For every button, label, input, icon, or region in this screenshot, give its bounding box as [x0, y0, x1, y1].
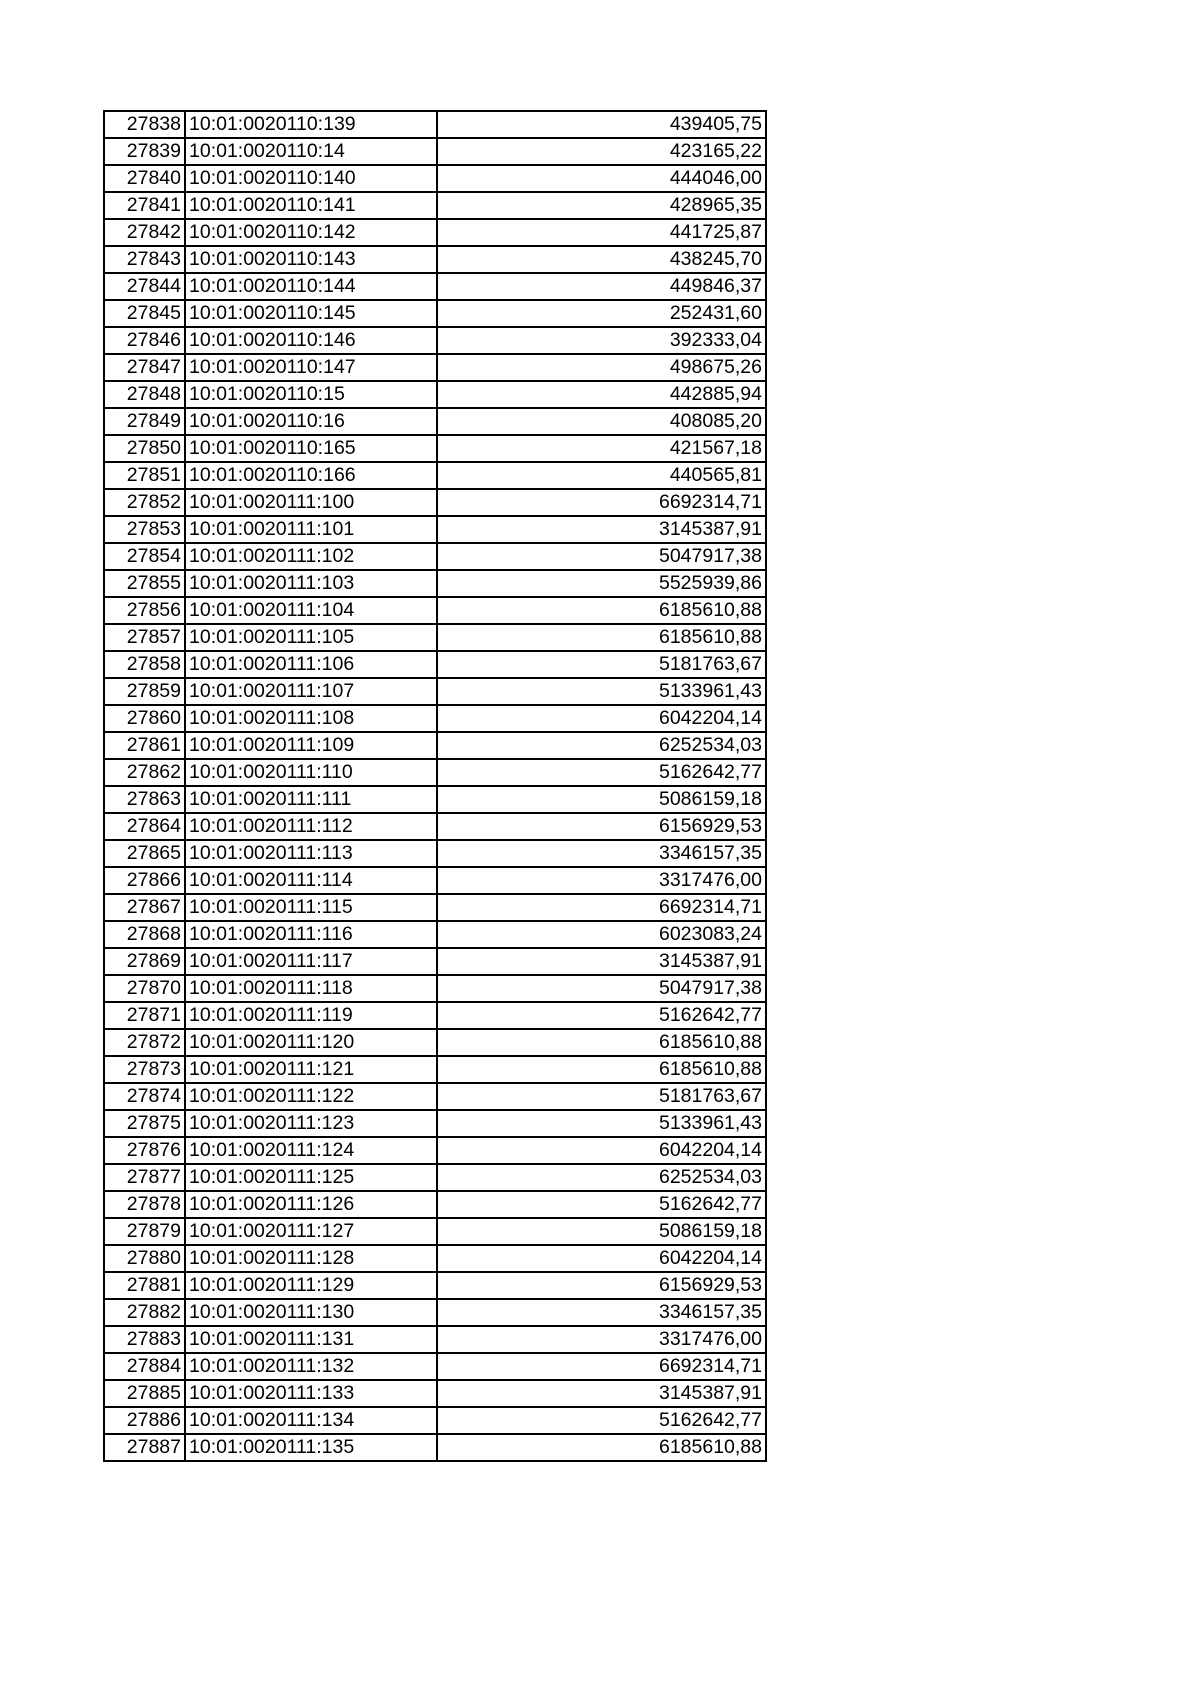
table-row	[104, 273, 766, 300]
value-cell: 3145387,91	[437, 516, 766, 543]
row-id-cell: 27856	[104, 597, 185, 624]
row-id-cell: 27886	[104, 1407, 185, 1434]
value-cell: 438245,70	[437, 246, 766, 273]
value-cell: 6692314,71	[437, 489, 766, 516]
cadastral-number-cell: 10:01:0020111:119	[185, 1002, 437, 1029]
table-row	[104, 462, 766, 489]
row-id-cell: 27855	[104, 570, 185, 597]
value-cell: 5133961,43	[437, 678, 766, 705]
table-row	[104, 705, 766, 732]
row-id-cell: 27877	[104, 1164, 185, 1191]
value-cell: 408085,20	[437, 408, 766, 435]
table-row	[104, 381, 766, 408]
value-cell: 5162642,77	[437, 1407, 766, 1434]
row-id-cell: 27844	[104, 273, 185, 300]
row-id-cell: 27881	[104, 1272, 185, 1299]
row-id-cell: 27849	[104, 408, 185, 435]
table-row	[104, 1272, 766, 1299]
row-id-cell: 27887	[104, 1434, 185, 1461]
cadastral-number-cell: 10:01:0020110:141	[185, 192, 437, 219]
cadastral-number-cell: 10:01:0020111:124	[185, 1137, 437, 1164]
table-row	[104, 570, 766, 597]
table-row	[104, 840, 766, 867]
cadastral-number-cell: 10:01:0020110:146	[185, 327, 437, 354]
table-row	[104, 138, 766, 165]
row-id-cell: 27868	[104, 921, 185, 948]
table-row	[104, 1245, 766, 1272]
row-id-cell: 27885	[104, 1380, 185, 1407]
cadastral-number-cell: 10:01:0020111:120	[185, 1029, 437, 1056]
cadastral-number-cell: 10:01:0020111:104	[185, 597, 437, 624]
row-id-cell: 27863	[104, 786, 185, 813]
value-cell: 6692314,71	[437, 894, 766, 921]
table-row	[104, 111, 766, 138]
row-id-cell: 27865	[104, 840, 185, 867]
value-cell: 444046,00	[437, 165, 766, 192]
cadastral-number-cell: 10:01:0020111:127	[185, 1218, 437, 1245]
cadastral-number-cell: 10:01:0020110:143	[185, 246, 437, 273]
value-cell: 392333,04	[437, 327, 766, 354]
cadastral-number-cell: 10:01:0020111:112	[185, 813, 437, 840]
row-id-cell: 27860	[104, 705, 185, 732]
cadastral-number-cell: 10:01:0020111:100	[185, 489, 437, 516]
cadastral-number-cell: 10:01:0020110:140	[185, 165, 437, 192]
table-row	[104, 1002, 766, 1029]
value-cell: 6692314,71	[437, 1353, 766, 1380]
table-row	[104, 1056, 766, 1083]
row-id-cell: 27859	[104, 678, 185, 705]
value-cell: 6185610,88	[437, 1029, 766, 1056]
row-id-cell: 27857	[104, 624, 185, 651]
data-table	[103, 110, 767, 1462]
value-cell: 441725,87	[437, 219, 766, 246]
cadastral-number-cell: 10:01:0020111:111	[185, 786, 437, 813]
row-id-cell: 27858	[104, 651, 185, 678]
cadastral-number-cell: 10:01:0020111:128	[185, 1245, 437, 1272]
row-id-cell: 27869	[104, 948, 185, 975]
table-row	[104, 1083, 766, 1110]
table-row	[104, 597, 766, 624]
table-row	[104, 1299, 766, 1326]
row-id-cell: 27879	[104, 1218, 185, 1245]
value-cell: 428965,35	[437, 192, 766, 219]
row-id-cell: 27884	[104, 1353, 185, 1380]
table-row	[104, 435, 766, 462]
row-id-cell: 27866	[104, 867, 185, 894]
row-id-cell: 27840	[104, 165, 185, 192]
value-cell: 252431,60	[437, 300, 766, 327]
table-row	[104, 1326, 766, 1353]
table-row	[104, 543, 766, 570]
row-id-cell: 27878	[104, 1191, 185, 1218]
table-row	[104, 516, 766, 543]
table-row	[104, 300, 766, 327]
table-row	[104, 975, 766, 1002]
cadastral-number-cell: 10:01:0020111:115	[185, 894, 437, 921]
cadastral-number-cell: 10:01:0020111:129	[185, 1272, 437, 1299]
row-id-cell: 27843	[104, 246, 185, 273]
row-id-cell: 27873	[104, 1056, 185, 1083]
value-cell: 6185610,88	[437, 1434, 766, 1461]
row-id-cell: 27838	[104, 111, 185, 138]
cadastral-number-cell: 10:01:0020111:134	[185, 1407, 437, 1434]
cadastral-number-cell: 10:01:0020111:125	[185, 1164, 437, 1191]
table-row	[104, 894, 766, 921]
value-cell: 3317476,00	[437, 867, 766, 894]
cadastral-number-cell: 10:01:0020111:117	[185, 948, 437, 975]
value-cell: 6252534,03	[437, 732, 766, 759]
table-row	[104, 219, 766, 246]
cadastral-number-cell: 10:01:0020111:103	[185, 570, 437, 597]
value-cell: 5047917,38	[437, 543, 766, 570]
cadastral-number-cell: 10:01:0020110:142	[185, 219, 437, 246]
value-cell: 440565,81	[437, 462, 766, 489]
table-row	[104, 732, 766, 759]
row-id-cell: 27867	[104, 894, 185, 921]
cadastral-number-cell: 10:01:0020111:131	[185, 1326, 437, 1353]
value-cell: 439405,75	[437, 111, 766, 138]
cadastral-number-cell: 10:01:0020110:165	[185, 435, 437, 462]
row-id-cell: 27842	[104, 219, 185, 246]
cadastral-number-cell: 10:01:0020111:135	[185, 1434, 437, 1461]
value-cell: 6252534,03	[437, 1164, 766, 1191]
value-cell: 6042204,14	[437, 1137, 766, 1164]
cadastral-number-cell: 10:01:0020111:106	[185, 651, 437, 678]
row-id-cell: 27847	[104, 354, 185, 381]
value-cell: 423165,22	[437, 138, 766, 165]
value-cell: 3346157,35	[437, 1299, 766, 1326]
table-row	[104, 813, 766, 840]
cadastral-number-cell: 10:01:0020111:123	[185, 1110, 437, 1137]
cadastral-number-cell: 10:01:0020111:132	[185, 1353, 437, 1380]
value-cell: 5181763,67	[437, 1083, 766, 1110]
row-id-cell: 27841	[104, 192, 185, 219]
cadastral-number-cell: 10:01:0020111:122	[185, 1083, 437, 1110]
table-row	[104, 1137, 766, 1164]
table-row	[104, 1029, 766, 1056]
value-cell: 498675,26	[437, 354, 766, 381]
value-cell: 5162642,77	[437, 759, 766, 786]
value-cell: 6185610,88	[437, 1056, 766, 1083]
table-row	[104, 1110, 766, 1137]
row-id-cell: 27850	[104, 435, 185, 462]
row-id-cell: 27870	[104, 975, 185, 1002]
cadastral-number-cell: 10:01:0020111:116	[185, 921, 437, 948]
table-row	[104, 246, 766, 273]
cadastral-number-cell: 10:01:0020111:107	[185, 678, 437, 705]
value-cell: 442885,94	[437, 381, 766, 408]
row-id-cell: 27851	[104, 462, 185, 489]
row-id-cell: 27872	[104, 1029, 185, 1056]
value-cell: 5162642,77	[437, 1191, 766, 1218]
table-row	[104, 921, 766, 948]
value-cell: 421567,18	[437, 435, 766, 462]
value-cell: 5133961,43	[437, 1110, 766, 1137]
cadastral-number-cell: 10:01:0020111:110	[185, 759, 437, 786]
value-cell: 3346157,35	[437, 840, 766, 867]
cadastral-number-cell: 10:01:0020110:139	[185, 111, 437, 138]
value-cell: 6156929,53	[437, 813, 766, 840]
row-id-cell: 27874	[104, 1083, 185, 1110]
table-row	[104, 759, 766, 786]
cadastral-number-cell: 10:01:0020110:16	[185, 408, 437, 435]
cadastral-number-cell: 10:01:0020111:109	[185, 732, 437, 759]
cadastral-number-cell: 10:01:0020111:133	[185, 1380, 437, 1407]
row-id-cell: 27862	[104, 759, 185, 786]
table-row	[104, 192, 766, 219]
row-id-cell: 27848	[104, 381, 185, 408]
cadastral-number-cell: 10:01:0020111:102	[185, 543, 437, 570]
table-row	[104, 867, 766, 894]
row-id-cell: 27883	[104, 1326, 185, 1353]
table-row	[104, 165, 766, 192]
row-id-cell: 27880	[104, 1245, 185, 1272]
cadastral-number-cell: 10:01:0020111:114	[185, 867, 437, 894]
row-id-cell: 27864	[104, 813, 185, 840]
cadastral-number-cell: 10:01:0020111:121	[185, 1056, 437, 1083]
value-cell: 5525939,86	[437, 570, 766, 597]
cadastral-number-cell: 10:01:0020111:118	[185, 975, 437, 1002]
cadastral-number-cell: 10:01:0020111:105	[185, 624, 437, 651]
value-cell: 3317476,00	[437, 1326, 766, 1353]
row-id-cell: 27845	[104, 300, 185, 327]
table-row	[104, 1218, 766, 1245]
cadastral-number-cell: 10:01:0020110:145	[185, 300, 437, 327]
row-id-cell: 27861	[104, 732, 185, 759]
table-row	[104, 1434, 766, 1461]
row-id-cell: 27871	[104, 1002, 185, 1029]
cadastral-number-cell: 10:01:0020110:15	[185, 381, 437, 408]
cadastral-number-cell: 10:01:0020111:130	[185, 1299, 437, 1326]
table-row	[104, 489, 766, 516]
row-id-cell: 27876	[104, 1137, 185, 1164]
row-id-cell: 27839	[104, 138, 185, 165]
value-cell: 449846,37	[437, 273, 766, 300]
value-cell: 6185610,88	[437, 597, 766, 624]
value-cell: 5086159,18	[437, 1218, 766, 1245]
value-cell: 6156929,53	[437, 1272, 766, 1299]
cadastral-number-cell: 10:01:0020111:108	[185, 705, 437, 732]
table-row	[104, 786, 766, 813]
table-row	[104, 1191, 766, 1218]
table-row	[104, 408, 766, 435]
table-row	[104, 1353, 766, 1380]
row-id-cell: 27852	[104, 489, 185, 516]
table-body	[104, 111, 766, 1461]
row-id-cell: 27854	[104, 543, 185, 570]
value-cell: 3145387,91	[437, 948, 766, 975]
table-row	[104, 1164, 766, 1191]
row-id-cell: 27882	[104, 1299, 185, 1326]
cadastral-number-cell: 10:01:0020110:144	[185, 273, 437, 300]
value-cell: 5086159,18	[437, 786, 766, 813]
row-id-cell: 27875	[104, 1110, 185, 1137]
table-row	[104, 327, 766, 354]
cadastral-number-cell: 10:01:0020110:166	[185, 462, 437, 489]
value-cell: 6023083,24	[437, 921, 766, 948]
table-row	[104, 651, 766, 678]
table-row	[104, 948, 766, 975]
value-cell: 5181763,67	[437, 651, 766, 678]
row-id-cell: 27846	[104, 327, 185, 354]
table-row	[104, 678, 766, 705]
cadastral-number-cell: 10:01:0020111:126	[185, 1191, 437, 1218]
cadastral-number-cell: 10:01:0020110:14	[185, 138, 437, 165]
value-cell: 5047917,38	[437, 975, 766, 1002]
cadastral-number-cell: 10:01:0020111:101	[185, 516, 437, 543]
table-row	[104, 1407, 766, 1434]
value-cell: 6185610,88	[437, 624, 766, 651]
cadastral-number-cell: 10:01:0020110:147	[185, 354, 437, 381]
value-cell: 5162642,77	[437, 1002, 766, 1029]
value-cell: 6042204,14	[437, 705, 766, 732]
cadastral-number-cell: 10:01:0020111:113	[185, 840, 437, 867]
value-cell: 6042204,14	[437, 1245, 766, 1272]
value-cell: 3145387,91	[437, 1380, 766, 1407]
table-row	[104, 624, 766, 651]
row-id-cell: 27853	[104, 516, 185, 543]
table-row	[104, 354, 766, 381]
table-row	[104, 1380, 766, 1407]
